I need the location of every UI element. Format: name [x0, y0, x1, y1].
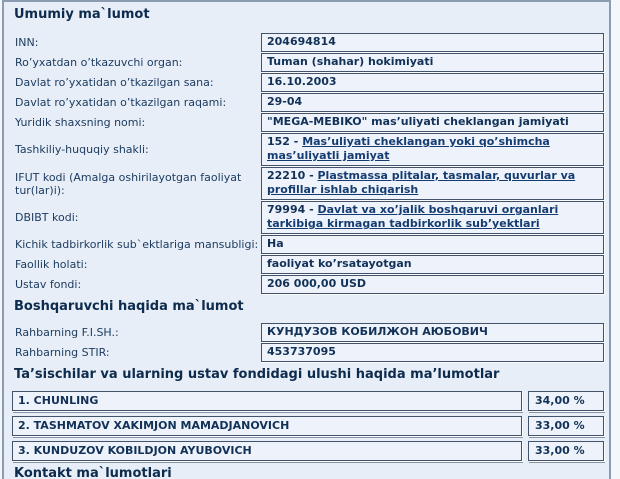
field-value: Tuman (shahar) hokimiyati: [261, 53, 604, 72]
general-info-table: [12, 33, 604, 294]
field-value: 79994 - Davlat va xo’jalik boshqaruvi organlari tarkibiga kirmagan tadbirkorlik sub’yektlari: [261, 201, 604, 234]
field-label: Ustav fondi:: [15, 278, 82, 291]
section-title-general: Umumiy ma`lumot: [14, 7, 150, 22]
founder-share: 34,00 %: [528, 391, 604, 411]
field-value: 22210 - Plastmassa plitalar, tasmalar, quvurlar va profillar ishlab chiqarish: [261, 167, 604, 200]
field-value: Ha: [261, 235, 604, 254]
classifier-link[interactable]: Davlat va xo’jalik boshqaruvi organlari tarkibiga kirmagan tadbirkorlik sub’yektlari: [267, 203, 559, 230]
info-row: [12, 323, 604, 342]
field-value: "MEGA-MEBIKO" mas’uliyati cheklangan jamiyati: [261, 113, 604, 132]
founder-row: [12, 441, 604, 461]
field-label: Davlat ro’yxatidan o’tkazilgan sana:: [15, 76, 214, 89]
founder-share: 33,00 %: [528, 416, 604, 436]
classifier-link[interactable]: Plastmassa plitalar, tasmalar, quvurlar va profillar ishlab chiqarish: [267, 169, 576, 196]
info-row: [12, 93, 604, 112]
field-value: 206 000,00 USD: [261, 275, 604, 294]
info-row: [12, 235, 604, 254]
field-value: 453737095: [261, 343, 604, 362]
info-row: [12, 343, 604, 362]
field-value: faoliyat ko’rsatayotgan: [261, 255, 604, 274]
field-label: INN:: [15, 36, 39, 49]
field-label: IFUT kodi (Amalga oshirilayotgan faoliyat tur(lar)i):: [15, 170, 242, 197]
classifier-link[interactable]: Mas’uliyati cheklangan yoki qo’shimcha mas’uliyatli jamiyat: [267, 135, 550, 162]
field-label: Davlat ro’yxatidan o’tkazilgan raqami:: [15, 96, 227, 109]
info-row: [12, 255, 604, 274]
founder-row: [12, 391, 604, 411]
field-label: Kichik tadbirkorlik sub`ektlariga mansubligi:: [15, 238, 259, 251]
field-value: 29-04: [261, 93, 604, 112]
info-row: [12, 133, 604, 166]
field-value: 16.10.2003: [261, 73, 604, 92]
founder-name: 2. TASHMATOV XAKIMJON MAMADJANOVICH: [12, 416, 522, 436]
founder-row: [12, 416, 604, 436]
founders-table: [12, 391, 604, 461]
info-row: [12, 167, 604, 200]
field-label: Rahbarning STIR:: [15, 346, 110, 359]
info-row: [12, 113, 604, 132]
field-label: DBIBT kodi:: [15, 211, 79, 224]
section-title-founders: Ta’sischilar va ularning ustav fondidagi ulushi haqida ma’lumotlar: [14, 367, 500, 382]
field-label: Tashkiliy-huquqiy shakli:: [15, 143, 149, 156]
company-info-panel: [2, 0, 611, 479]
field-label: Rahbarning F.I.SH.:: [15, 326, 119, 339]
section-title-contacts: Kontakt ma`lumotlari: [14, 466, 172, 479]
field-label: Yuridik shaxsning nomi:: [15, 116, 146, 129]
founder-name: 1. CHUNLING: [12, 391, 522, 411]
info-row: [12, 275, 604, 294]
info-row: [12, 33, 604, 52]
field-label: Ro’yxatdan o’tkazuvchi organ:: [15, 56, 183, 69]
field-value: 152 - Mas’uliyati cheklangan yoki qo’shimcha mas’uliyatli jamiyat: [261, 133, 604, 166]
field-value: КУНДУЗОВ КОБИЛЖОН АЮБОВИЧ: [261, 323, 604, 342]
section-title-manager: Boshqaruvchi haqida ma`lumot: [14, 299, 244, 314]
info-row: [12, 53, 604, 72]
founder-name: 3. KUNDUZOV KOBILDJON AYUBOVICH: [12, 441, 522, 461]
manager-info-table: [12, 323, 604, 362]
field-value: 204694814: [261, 33, 604, 52]
founder-share: 33,00 %: [528, 441, 604, 461]
info-row: [12, 201, 604, 234]
field-label: Faollik holati:: [15, 258, 88, 271]
info-row: [12, 73, 604, 92]
